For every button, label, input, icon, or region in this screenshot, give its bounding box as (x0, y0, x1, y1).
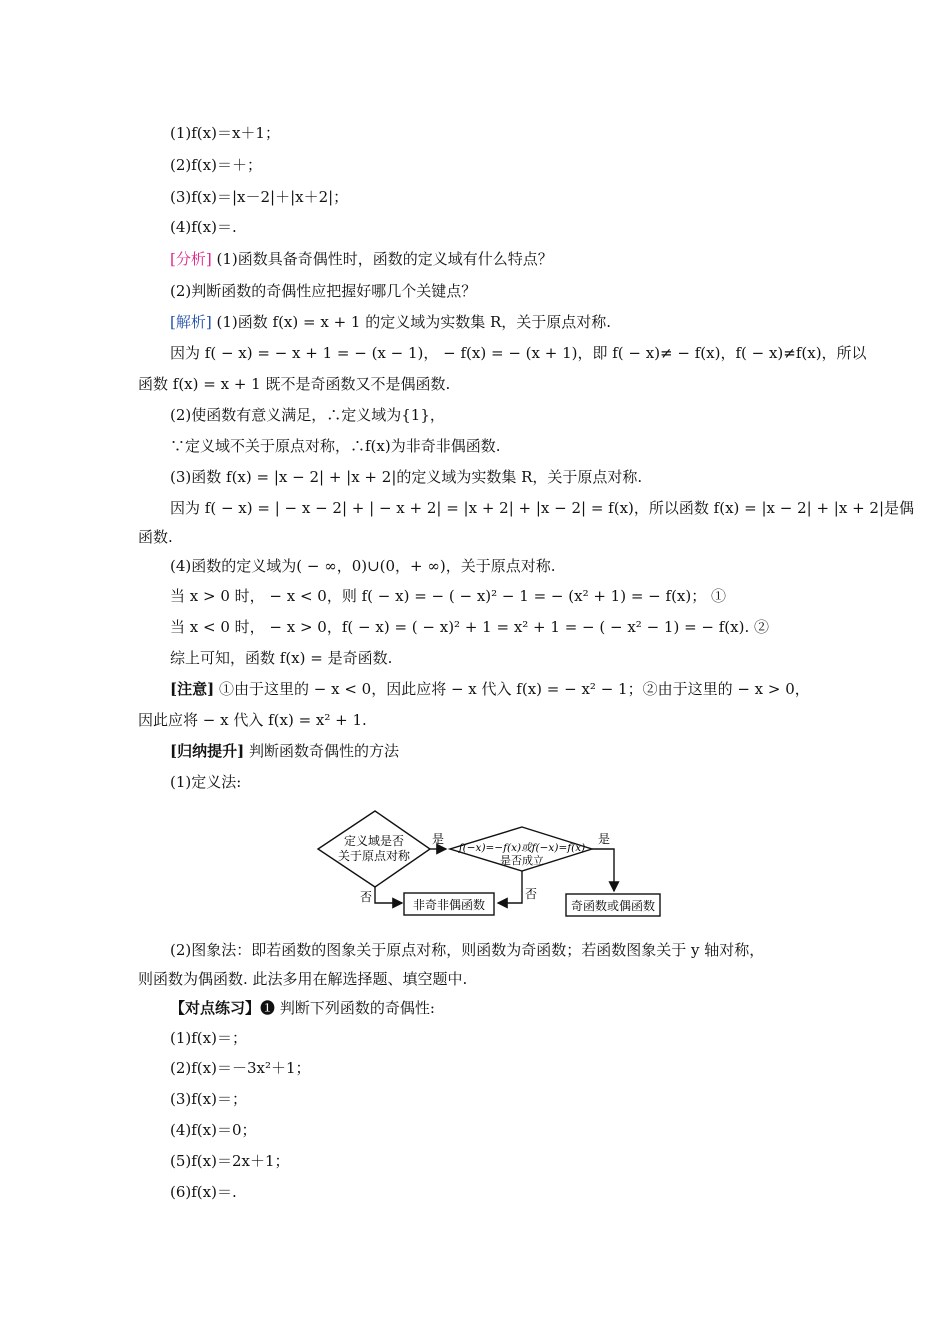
solution-step-1: (1)函数 f(x) = x + 1 的定义域为实数集 R，关于原点对称. (216, 313, 612, 331)
solution-step-8: 当 x > 0 时， − x < 0，则 f( − x) = − ( − x)² − 1 = − (x² + 1) = − f(x)； ① (170, 587, 727, 605)
method-graph-b: 则函数为偶函数. 此法多用在解选择题、填空题中. (138, 970, 468, 988)
practice-number-icon: ❶ (260, 999, 276, 1017)
solution-step-5: (3)函数 f(x) = |x − 2| + |x + 2|的定义域为实数集 R，关于原点对称. (170, 468, 643, 486)
practice-item-4: (4)f(x)＝0； (170, 1121, 257, 1139)
function-line-4: (4)f(x)＝. (170, 218, 237, 236)
method-graph-a: (2)图象法：即若函数的图象关于原点对称，则函数为奇函数；若函数图象关于 y 轴对称， (170, 941, 765, 959)
note-tag: [注意] (170, 680, 215, 698)
decision-2-text-line-2: 是否成立 (500, 854, 544, 867)
practice-item-1: (1)f(x)＝； (170, 1029, 247, 1047)
solution-step-6b: 函数. (138, 528, 173, 546)
practice-header (170, 998, 435, 1018)
solution-step-7: (4)函数的定义域为( − ∞，0)∪(0，+ ∞)，关于原点对称. (170, 557, 556, 575)
function-line-1: (1)f(x)＝x＋1； (170, 124, 280, 142)
summary-line (170, 741, 399, 761)
solution-tag: [解析] (170, 313, 212, 331)
solution-step-10: 综上可知，函数 f(x) = 是奇函数. (170, 649, 393, 667)
practice-item-6: (6)f(x)＝. (170, 1183, 237, 1201)
solution-step-3: (2)使函数有意义满足，∴定义域为{1}， (170, 406, 445, 424)
analysis-question-2: (2)判断函数的奇偶性应把握好哪几个关键点？ (170, 282, 477, 300)
box-oddeven-text: 奇函数或偶函数 (570, 899, 656, 913)
arrow-no-2 (498, 871, 522, 903)
solution-step-4: ∵定义域不关于原点对称，∴f(x)为非奇非偶函数. (170, 437, 501, 455)
analysis-question-1: (1)函数具备奇偶性时，函数的定义域有什么特点？ (216, 250, 553, 268)
summary-tag: [归纳提升] (170, 742, 245, 760)
function-line-3: (3)f(x)＝|x－2|＋|x＋2|； (170, 188, 349, 206)
practice-item-5: (5)f(x)＝2x＋1； (170, 1152, 290, 1170)
practice-title: 判断下列函数的奇偶性: (279, 999, 435, 1017)
solution-step-9: 当 x < 0 时， − x > 0，f( − x) = ( − x)² + 1 = x² + 1 = − ( − x² − 1) = − f(x). ② (170, 618, 769, 636)
method-definition: (1)定义法: (170, 773, 242, 791)
label-yes-1: 是 (431, 832, 445, 846)
solution-step-2b: 函数 f(x) = x + 1 既不是奇函数又不是偶函数. (138, 375, 451, 393)
function-line-2: (2)f(x)＝＋； (170, 156, 262, 174)
parity-flowchart (310, 805, 670, 920)
analysis-line-1 (170, 249, 553, 269)
label-no-1: 否 (359, 890, 373, 904)
note-line-1 (170, 679, 810, 699)
arrow-no-1 (375, 887, 402, 903)
practice-item-3: (3)f(x)＝； (170, 1090, 247, 1108)
label-no-2: 否 (524, 887, 538, 901)
solution-step-2a: 因为 f( − x) = − x + 1 = − (x − 1)， − f(x) = − (x + 1)，即 f( − x)≠ − f(x)，f( − x)≠f(x)，所以 (170, 344, 867, 362)
practice-item-2: (2)f(x)＝－3x²＋1； (170, 1059, 311, 1077)
decision-1-text-line-1: 定义域是否 (343, 834, 405, 848)
solution-line-1 (170, 312, 611, 332)
summary-title: 判断函数奇偶性的方法 (248, 742, 399, 760)
solution-step-6a: 因为 f( − x) = | − x − 2| + | − x + 2| = |x + 2| + |x − 2| = f(x)，所以函数 f(x) = |x − 2| + |x + 2|是偶 (170, 499, 915, 517)
arrow-yes-2 (592, 849, 614, 891)
note-text-a: ①由于这里的 − x < 0，因此应将 − x 代入 f(x) = − x² − 1；②由于这里的 − x > 0， (218, 680, 810, 698)
label-yes-2: 是 (597, 832, 611, 846)
decision-1-text-line-2: 关于原点对称 (337, 849, 411, 863)
note-text-b: 因此应将 − x 代入 f(x) = x² + 1. (138, 711, 367, 729)
decision-2-text-line-1: f(−x)=−f(x)或f(−x)=f(x) (458, 842, 586, 854)
box-neither-text: 非奇非偶函数 (412, 898, 486, 912)
practice-tag: 【对点练习】 (170, 999, 261, 1017)
analysis-tag: [分析] (170, 250, 212, 268)
